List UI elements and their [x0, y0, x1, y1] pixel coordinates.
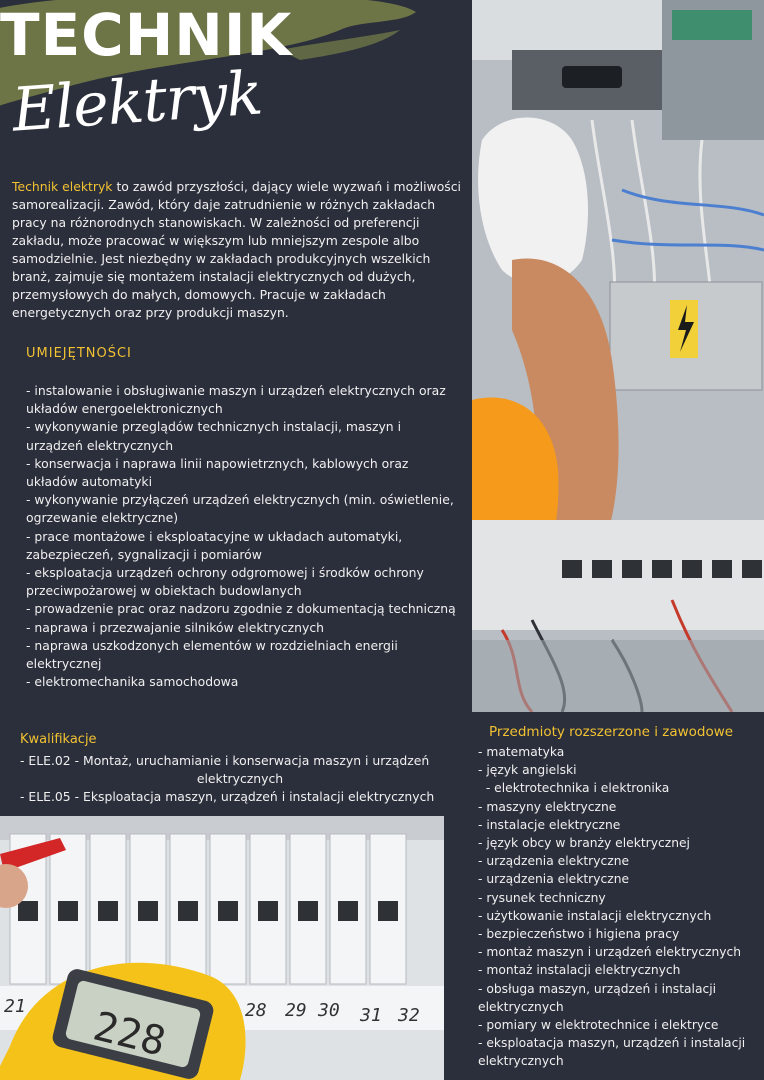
list-item: - bezpieczeństwo i higiena pracy — [478, 927, 680, 942]
list-item: - rysunek techniczny — [478, 890, 606, 905]
multimeter-photo — [0, 816, 444, 1080]
electrician-photo — [472, 0, 764, 712]
list-item: - eksploatacja urządzeń ochrony odgromowej i środków ochrony przeciwpożarowej w obiektach budowlanych — [26, 565, 424, 599]
list-item: - obsługa maszyn, urządzeń i instalacji elektrycznych — [478, 981, 717, 1014]
list-item: - urządzenia elektryczne — [478, 854, 630, 869]
list-item: - maszyny elektryczne — [478, 799, 617, 814]
intro-text: to zawód przyszłości, dający wiele wyzwań i możliwości samorealizacji. Zawód, który daje zatrudnienie w różnych zakładach pracy na różnorodnych stanowiskach. W zależności od preferencji zakładu, może pracować w większym lub mniejszym zespole albo samodzielnie. Jest niezbędny w zakładach produkcyjnych wszelkich branż, zajmuje się montażem instalacji elektrycznych od dużych, przemysłowych do małych, domowych. Pracuje w zakładach energetycznych oraz przy produkcji maszyn. — [12, 179, 461, 320]
subjects-heading: Przedmioty rozszerzone i zawodowe — [489, 724, 734, 740]
list-item: - naprawa i przezwajanie silników elektrycznych — [26, 619, 325, 635]
list-item: - pomiary w elektrotechnice i elektryce — [478, 1018, 719, 1033]
list-item: - konserwacja i naprawa linii napowietrznych, kablowych oraz układów automatyki — [26, 455, 409, 490]
list-item: - urządzenia elektryczne — [478, 872, 630, 887]
intro-paragraph — [12, 178, 468, 322]
list-item: - montaż maszyn i urządzeń elektrycznych — [478, 945, 742, 960]
qualification-ele05: - ELE.05 - Eksploatacja maszyn, urządzeń i instalacji elektrycznych — [20, 789, 435, 804]
skills-list — [26, 382, 456, 691]
qualification-ele02: - ELE.02 - Montaż, uruchamianie i konserwacja maszyn i urządzeń — [20, 753, 430, 768]
breaker-illustration — [0, 816, 444, 1080]
skills-heading: UMIEJĘTNOŚCI — [26, 346, 132, 361]
breaker-number: 30 — [318, 1000, 340, 1021]
qualification-ele02-cont: elektrycznych — [196, 771, 284, 786]
page-title: TECHNIK — [0, 1, 293, 69]
list-item: - instalacje elektryczne — [478, 817, 621, 832]
switchboard-illustration — [472, 0, 764, 712]
list-item: - użytkowanie instalacji elektrycznych — [478, 908, 712, 923]
breaker-number: 31 — [360, 1005, 382, 1026]
list-item: - instalowanie i obsługiwanie maszyn i urządzeń elektrycznych oraz układów energoelektronicznych — [26, 383, 446, 417]
breaker-number: 32 — [398, 1005, 420, 1026]
list-item: - język angielski — [478, 763, 577, 778]
list-item: - elektromechanika samochodowa — [26, 674, 239, 690]
breaker-number: 29 — [285, 1000, 307, 1021]
qualifications-list — [20, 752, 460, 806]
list-item: - prowadzenie prac oraz nadzoru zgodnie z dokumentacją techniczną — [26, 601, 456, 617]
breaker-number: 21 — [4, 996, 26, 1017]
list-item: - matematyka — [478, 745, 565, 759]
list-item: - prace montażowe i eksploatacyjne w układach automatyki, zabezpieczeń, sygnalizacji i pomiarów — [26, 528, 403, 562]
page-subtitle-script: Elektryk — [9, 58, 265, 146]
intro-highlight: Technik elektryk — [12, 179, 113, 194]
list-item: - wykonywanie przeglądów technicznych instalacji, maszyn i urządzeń elektrycznych — [26, 419, 402, 453]
list-item: - wykonywanie przyłączeń urządzeń elektrycznych (min. oświetlenie, ogrzewanie elektryczne) — [26, 492, 454, 526]
list-item: - język obcy w branży elektrycznej — [478, 836, 690, 851]
multimeter-reading: 228 — [88, 1003, 171, 1066]
list-item: - montaż instalacji elektrycznych — [478, 963, 681, 978]
list-item: - eksploatacja maszyn, urządzeń i instalacji elektrycznych — [478, 1036, 746, 1069]
subjects-list — [478, 743, 764, 1071]
list-item: - elektrotechnika i elektronika — [478, 781, 670, 796]
breaker-number: 28 — [245, 1000, 267, 1021]
list-item: - naprawa uszkodzonych elementów w rozdzielniach energii elektrycznej — [26, 637, 398, 672]
qualifications-heading: Kwalifikacje — [20, 732, 97, 747]
